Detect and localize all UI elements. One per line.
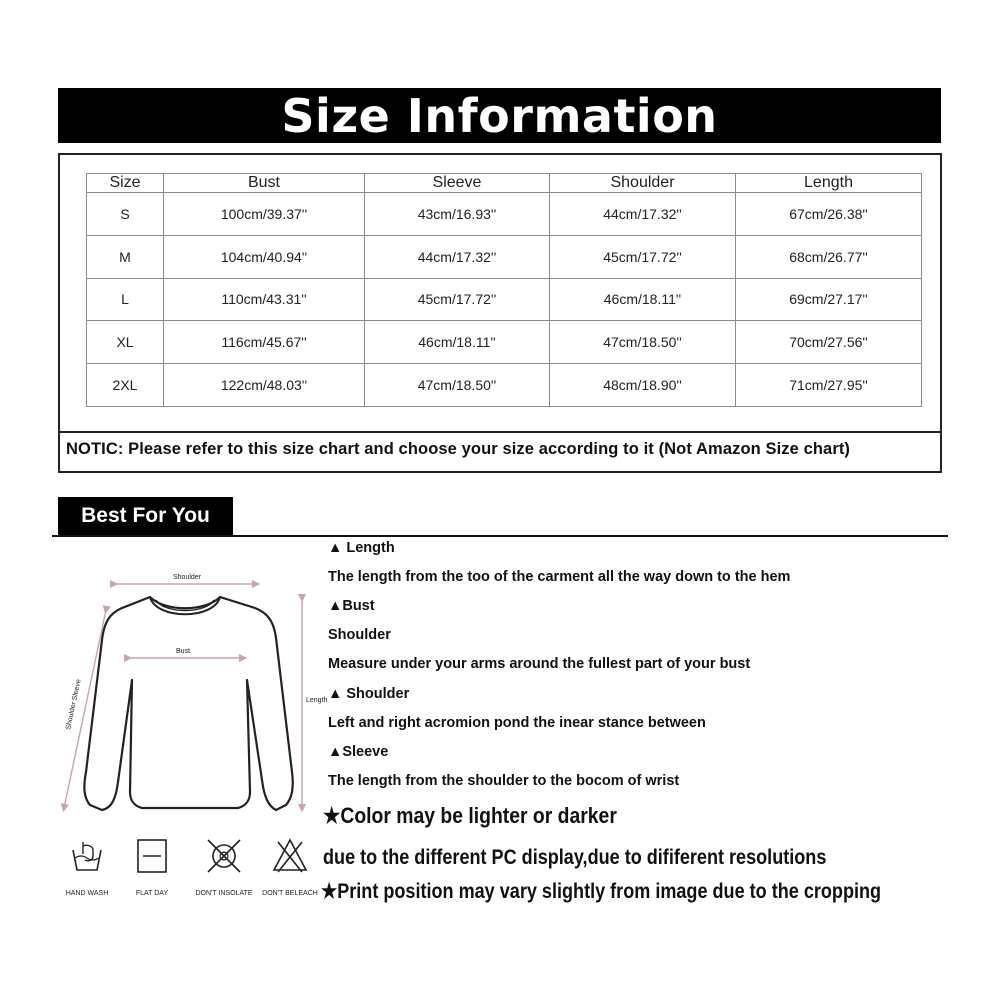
table-cell: S bbox=[87, 193, 164, 236]
table-cell: 104cm/40.94'' bbox=[164, 235, 365, 278]
table-cell: 67cm/26.38'' bbox=[736, 193, 922, 236]
size-notice: NOTIC: Please refer to this size chart and choose your size according to it (Not Amazon Size chart) bbox=[66, 440, 851, 458]
do-not-bleach-icon bbox=[270, 836, 310, 876]
table-cell: 48cm/18.90'' bbox=[550, 364, 736, 407]
size-chart-frame bbox=[58, 153, 942, 473]
bust-description: Measure under your arms around the fullest part of your bust bbox=[328, 656, 751, 672]
table-cell: 71cm/27.95'' bbox=[736, 364, 922, 407]
care-instructions bbox=[52, 836, 332, 906]
length-title: ▲ Length bbox=[328, 540, 395, 556]
header-length: Length bbox=[736, 174, 922, 193]
print-note: ★Print position may vary slightly from image due to the cropping bbox=[321, 880, 882, 903]
notice-divider bbox=[60, 431, 940, 433]
color-note: ★Color may be lighter or darker bbox=[323, 803, 617, 828]
header-sleeve: Sleeve bbox=[365, 174, 550, 193]
table-row bbox=[87, 321, 922, 364]
length-description: The length from the too of the carment all the way down to the hem bbox=[328, 569, 791, 585]
sleeve-measure-label: Shoulder Sleeve bbox=[65, 678, 83, 731]
bust-subtitle: Shoulder bbox=[328, 627, 391, 643]
table-cell: XL bbox=[87, 321, 164, 364]
table-cell: 45cm/17.72'' bbox=[365, 278, 550, 321]
table-cell: 2XL bbox=[87, 364, 164, 407]
header-bust: Bust bbox=[164, 174, 365, 193]
care-label: DON'T INSOLATE bbox=[195, 890, 253, 897]
table-cell: 69cm/27.17'' bbox=[736, 278, 922, 321]
bust-measure-label: Bust bbox=[176, 648, 191, 655]
section-divider bbox=[52, 535, 948, 537]
flat-dry-icon bbox=[132, 836, 172, 876]
care-item bbox=[255, 836, 325, 897]
shoulder-measure-label: Shoulder bbox=[173, 574, 202, 581]
table-row bbox=[87, 193, 922, 236]
shoulder-title: ▲ Shoulder bbox=[328, 686, 410, 702]
table-cell: 44cm/17.32'' bbox=[550, 193, 736, 236]
care-label: HAND WASH bbox=[65, 890, 109, 897]
table-cell: 45cm/17.72'' bbox=[550, 235, 736, 278]
table-cell: L bbox=[87, 278, 164, 321]
table-row bbox=[87, 364, 922, 407]
table-cell: 70cm/27.56'' bbox=[736, 321, 922, 364]
sleeve-description: The length from the shoulder to the bocom of wrist bbox=[328, 773, 680, 789]
header-shoulder: Shoulder bbox=[550, 174, 736, 193]
care-label: FLAT DAY bbox=[135, 890, 169, 897]
table-cell: 43cm/16.93'' bbox=[365, 193, 550, 236]
table-row bbox=[87, 278, 922, 321]
display-note: due to the different PC display,due to dififerent resolutions bbox=[323, 846, 827, 869]
table-cell: 47cm/18.50'' bbox=[365, 364, 550, 407]
hand-wash-icon bbox=[67, 836, 107, 876]
sweatshirt-diagram bbox=[40, 560, 330, 830]
best-for-you-label: Best For You bbox=[58, 497, 233, 535]
care-item bbox=[52, 836, 122, 897]
table-row bbox=[87, 235, 922, 278]
table-header-row bbox=[87, 174, 922, 193]
table-cell: 47cm/18.50'' bbox=[550, 321, 736, 364]
table-cell: M bbox=[87, 235, 164, 278]
header-size: Size bbox=[87, 174, 164, 193]
table-cell: 116cm/45.67'' bbox=[164, 321, 365, 364]
table-cell: 110cm/43.31'' bbox=[164, 278, 365, 321]
shoulder-description: Left and right acromion pond the inear stance between bbox=[328, 715, 706, 731]
care-label: DON'T BELEACH bbox=[262, 890, 318, 897]
table-cell: 44cm/17.32'' bbox=[365, 235, 550, 278]
length-measure-label: Length bbox=[306, 697, 328, 704]
bust-title: ▲Bust bbox=[328, 598, 375, 614]
page-title: Size Information bbox=[281, 88, 718, 143]
table-cell: 122cm/48.03'' bbox=[164, 364, 365, 407]
table-cell: 100cm/39.37'' bbox=[164, 193, 365, 236]
title-banner bbox=[58, 88, 941, 143]
do-not-tumble-icon bbox=[204, 836, 244, 876]
table-cell: 46cm/18.11'' bbox=[550, 278, 736, 321]
sleeve-title: ▲Sleeve bbox=[328, 744, 389, 760]
size-table bbox=[86, 173, 922, 407]
table-cell: 68cm/26.77'' bbox=[736, 235, 922, 278]
care-item bbox=[117, 836, 187, 897]
table-cell: 46cm/18.11'' bbox=[365, 321, 550, 364]
care-item bbox=[189, 836, 259, 897]
